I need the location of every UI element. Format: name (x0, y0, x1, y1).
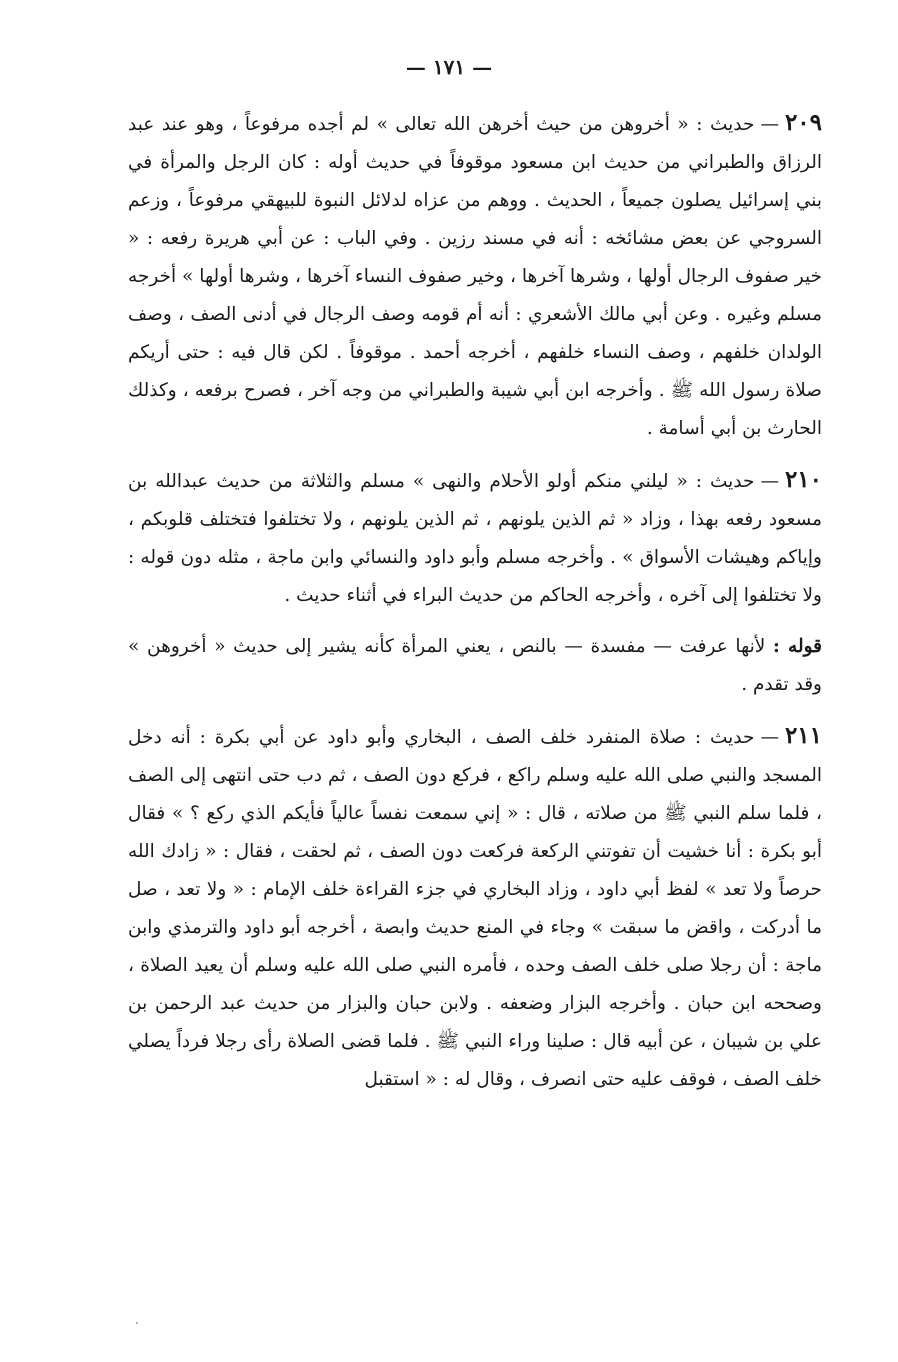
hadith-209 (128, 104, 822, 448)
page-number: — ١٧١ — (405, 55, 493, 79)
dash: — (760, 114, 779, 135)
commentary-lead: قوله : (772, 636, 822, 657)
hadith-text: حديث : « أخروهن من حيث أخرهن الله تعالى » لم أجده مرفوعاً ، وهو عند عبد الرزاق والطبراني من حديث ابن مسعود موقوفاً في حديث أوله : كان الرجل والمرأة في بني إسرائيل يصلون جميعاً ، الحديث . ووهم من عزاه لدلائل النبوة للبيهقي مرفوعاً ، وزعم السروجي عن بعض مشائخه : أنه في مسند رزين . وفي الباب : عن أبي هريرة رفعه : « خير صفوف الرجال أولها ، وشرها آخرها ، وخير صفوف النساء آخرها ، وشرها أولها » أخرجه مسلم وغيره . وعن أبي مالك الأشعري : أنه أم قومه وصف الرجال في أدنى الصف ، وصف الولدان خلفهم ، وصف النساء خلفهم ، أخرجه أحمد . موقوفاً . لكن قال فيه : حتى أريكم صلاة رسول الله ﷺ . وأخرجه ابن أبي شيبة والطبراني من وجه آخر ، فصرح برفعه ، وكذلك الحارث بن أبي أسامة . (128, 114, 822, 439)
hadith-number: ٢٠٩ (784, 109, 822, 136)
dash: — (760, 727, 779, 748)
hadith-number: ٢١١ (784, 722, 822, 749)
commentary-text: لأنها عرفت — مفسدة — بالنص ، يعني المرأة كأنه يشير إلى حديث « أخروهن » وقد تقدم . (128, 636, 822, 695)
hadith-number: ٢١٠ (784, 466, 822, 493)
hadith-text: حديث : « ليلني منكم أولو الأحلام والنهى » مسلم والثلاثة من حديث عبدالله بن مسعود رفعه بهذا ، وزاد « ثم الذين يلونهم ، ثم الذين يلونهم ، ولا تختلفوا فتختلف قلوبكم ، وإياكم وهيشات الأسواق » . وأخرجه مسلم وأبو داود والنسائي وابن ماجة ، مثله دون قوله : ولا تختلفوا إلى آخره ، وأخرجه الحاكم من حديث البراء في أثناء حديث . (128, 471, 822, 606)
scan-speck (136, 1322, 138, 1324)
hadith-text: حديث : صلاة المنفرد خلف الصف ، البخاري وأبو داود عن أبي بكرة : أنه دخل المسجد والنبي صلى الله عليه وسلم راكع ، فركع دون الصف ، ثم دب حتى انتهى إلى الصف ، فلما سلم النبي ﷺ من صلاته ، قال : « إني سمعت نفساً عالياً فأيكم الذي ركع ؟ » فقال أبو بكرة : أنا خشيت أن تفوتني الركعة فركعت دون الصف ، ثم لحقت ، فقال : « زادك الله حرصاً ولا تعد » لفظ أبي داود ، وزاد البخاري في جزء القراءة خلف الإمام : « ولا تعد ، صل ما أدركت ، واقض ما سبقت » وجاء في المنع حديث وابصة ، أخرجه أبو داود والترمذي وابن ماجة : أن رجلا صلى خلف الصف وحده ، فأمره النبي صلى الله عليه وسلم أن يعيد الصلاة ، وصححه ابن حبان . وأخرجه البزار وضعفه . ولابن حبان والبزار من حديث عبد الرحمن بن علي بن شيبان ، عن أبيه قال : صلينا وراء النبي ﷺ . فلما قضى الصلاة رأى رجلا فرداً يصلي خلف الصف ، فوقف عليه حتى انصرف ، وقال له : « استقبل (128, 727, 822, 1090)
hadith-211 (128, 717, 822, 1099)
hadith-210 (128, 461, 822, 615)
dash: — (760, 471, 779, 492)
commentary (128, 628, 822, 704)
main-text (128, 104, 822, 1112)
